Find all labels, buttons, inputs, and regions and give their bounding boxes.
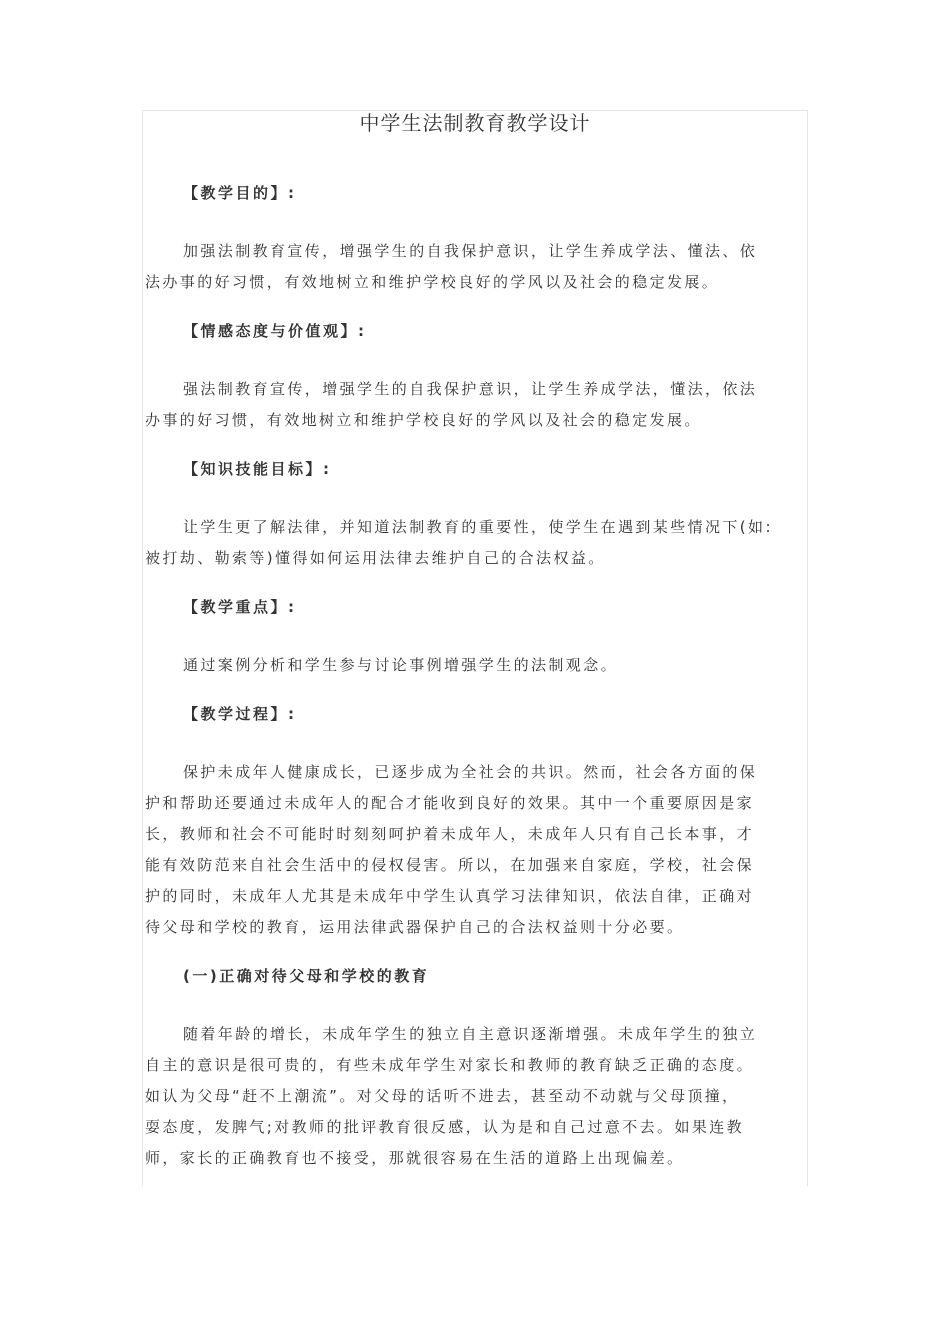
paragraph-line: 随着年龄的增长，未成年学生的独立自主意识逐渐增强。未成年学生的独立 bbox=[183, 1025, 758, 1043]
section-knowledge-goals bbox=[145, 458, 807, 574]
section-paragraph bbox=[145, 512, 807, 574]
section-heading: 【教学目的】: bbox=[183, 184, 297, 202]
paragraph-line: 被打劫、勒索等)懂得如何运用法律去维护自己的合法权益。 bbox=[145, 549, 606, 567]
section-values bbox=[145, 320, 807, 436]
section-heading: (一)正确对待父母和学校的教育 bbox=[183, 967, 430, 985]
paragraph-line: 强法制教育宣传，增强学生的自我保护意识，让学生养成学法，懂法，依法 bbox=[183, 380, 758, 398]
paragraph-line: 耍态度，发脾气;对教师的批评教育很反感，认为是和自己过意不去。如果连教 bbox=[145, 1118, 745, 1136]
paragraph-line: 长，教师和社会不可能时时刻刻呵护着未成年人，未成年人只有自己长本事，才 bbox=[145, 825, 755, 843]
paragraph-line: 让学生更了解法律，并知道法制教育的重要性，使学生在遇到某些情况下(如: bbox=[183, 518, 773, 536]
paragraph-line: 护和帮助还要通过未成年人的配合才能收到良好的效果。其中一个重要原因是家 bbox=[145, 794, 755, 812]
paragraph-line: 护的同时，未成年人尤其是未成年中学生认真学习法律知识，依法自律，正确对 bbox=[145, 887, 755, 905]
paragraph-line: 能有效防范来自社会生活中的侵权侵害。所以，在加强来自家庭，学校，社会保 bbox=[145, 856, 755, 874]
section-heading: 【情感态度与价值观】: bbox=[183, 322, 367, 340]
section-heading: 【教学过程】: bbox=[183, 705, 297, 723]
section-paragraph bbox=[145, 374, 807, 436]
section-parents-school-education bbox=[145, 965, 807, 1174]
document-title: 中学生法制教育教学设计 bbox=[359, 111, 591, 135]
section-paragraph bbox=[145, 1019, 807, 1174]
paragraph-line: 保护未成年人健康成长，已逐步成为全社会的共识。然而，社会各方面的保 bbox=[183, 763, 758, 781]
section-key-points bbox=[145, 596, 807, 681]
paragraph-line: 待父母和学校的教育，运用法律武器保护自己的合法权益则十分必要。 bbox=[145, 918, 685, 936]
paragraph-line: 加强法制教育宣传，增强学生的自我保护意识，让学生养成学法、懂法、依 bbox=[183, 242, 758, 260]
paragraph-line: 师，家长的正确教育也不接受，那就很容易在生活的道路上出现偏差。 bbox=[145, 1149, 685, 1167]
section-paragraph bbox=[145, 650, 807, 681]
paragraph-line: 法办事的好习惯，有效地树立和维护学校良好的学风以及社会的稳定发展。 bbox=[145, 273, 720, 291]
paragraph-line: 通过案例分析和学生参与讨论事例增强学生的法制观念。 bbox=[183, 656, 619, 674]
section-heading: 【教学重点】: bbox=[183, 598, 297, 616]
paragraph-line: 自主的意识是很可贵的，有些未成年学生对家长和教师的教育缺乏正确的态度。 bbox=[145, 1056, 755, 1074]
section-teaching-process bbox=[145, 703, 807, 943]
section-heading: 【知识技能目标】: bbox=[183, 460, 332, 478]
section-teaching-purpose bbox=[145, 182, 807, 298]
section-paragraph bbox=[145, 757, 807, 943]
paragraph-line: 办事的好习惯，有效地树立和维护学校良好的学风以及社会的稳定发展。 bbox=[145, 411, 702, 429]
section-paragraph bbox=[145, 236, 807, 298]
paragraph-line: 如认为父母“赶不上潮流”。对父母的话听不进去，甚至动不动就与父母顶撞， bbox=[145, 1087, 740, 1105]
